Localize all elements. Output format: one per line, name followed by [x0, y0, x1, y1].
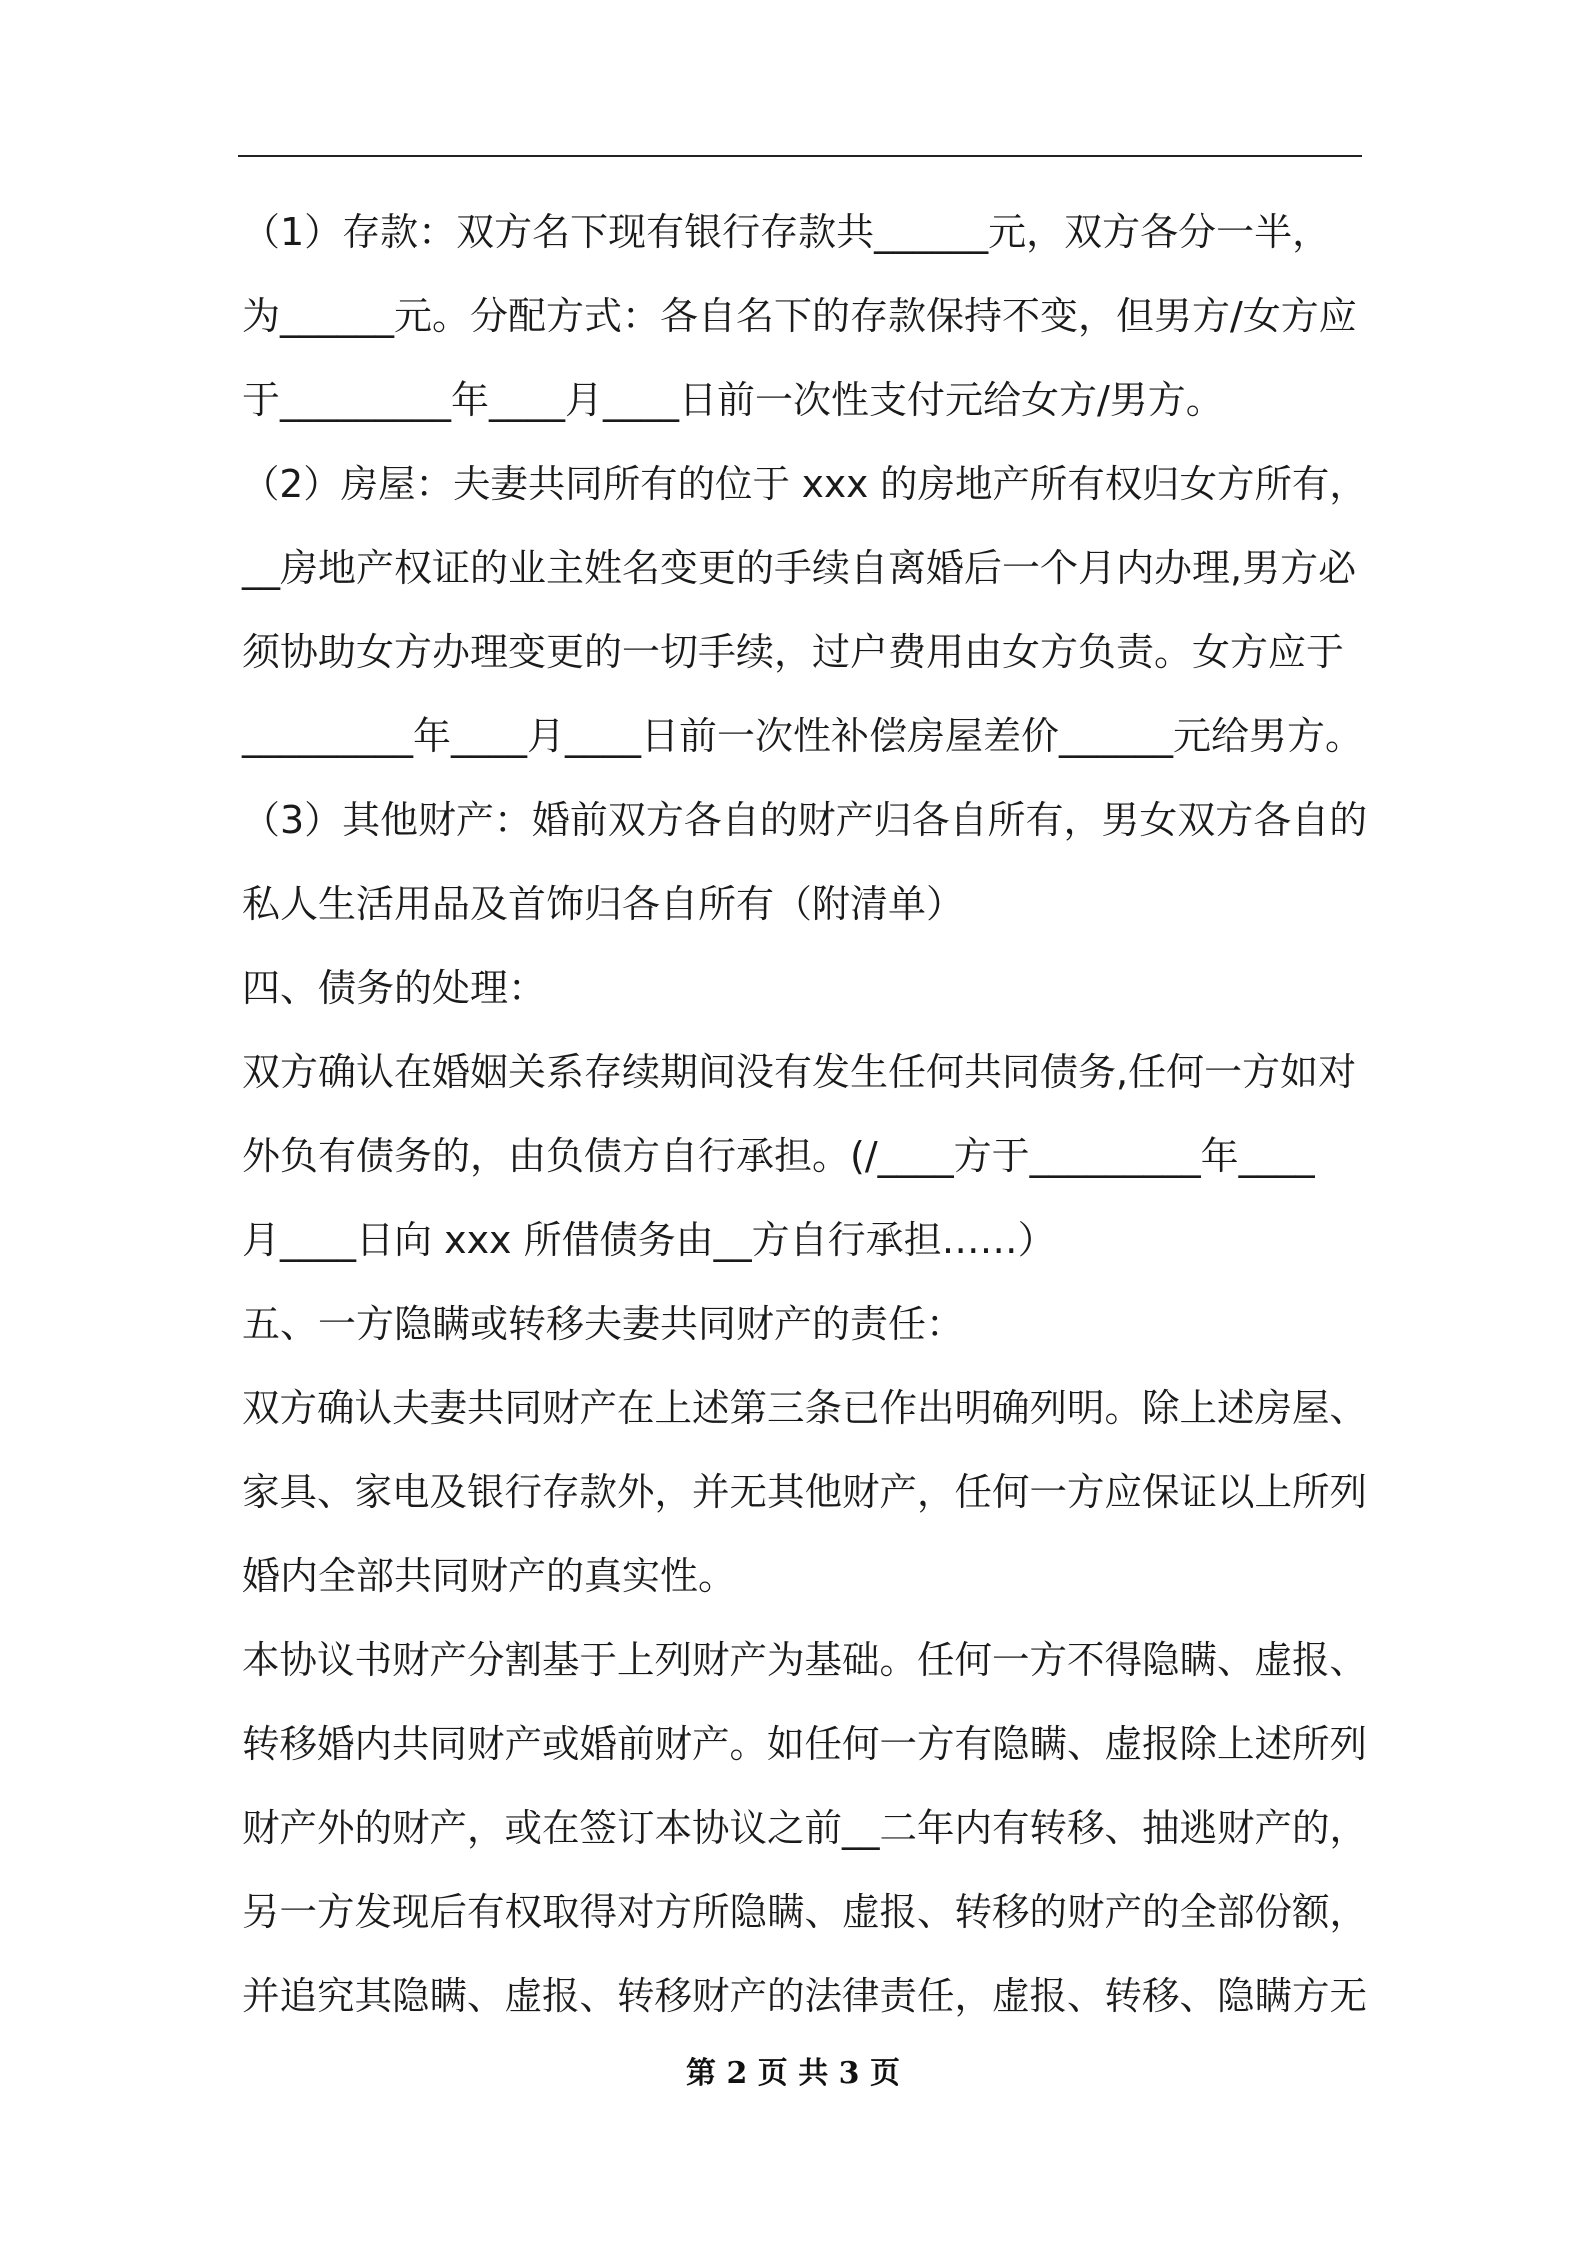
- text-line: （2）房屋：夫妻共同所有的位于 xxx 的房地产所有权归女方所有，: [242, 462, 1367, 506]
- text-line: 双方确认夫妻共同财产在上述第三条已作出明确列明。除上述房屋、: [242, 1386, 1367, 1430]
- text-line: （3）其他财产：婚前双方各自的财产归各自所有，男女双方各自的: [242, 798, 1368, 842]
- document-body: [242, 190, 1367, 2038]
- header-divider: [238, 155, 1362, 157]
- text-line: （1）存款：双方名下现有银行存款共______元，双方各分一半，: [242, 210, 1331, 254]
- text-line: __房地产权证的业主姓名变更的手续自离婚后一个月内办理,男方必: [242, 546, 1357, 590]
- text-line: 月____日向 xxx 所借债务由__方自行承担……）: [242, 1218, 1056, 1262]
- text-line: 本协议书财产分割基于上列财产为基础。任何一方不得隐瞒、虚报、: [242, 1638, 1367, 1682]
- text-line: 另一方发现后有权取得对方所隐瞒、虚报、转移的财产的全部份额，: [242, 1890, 1367, 1934]
- text-line: 外负有债务的，由负债方自行承担。(/____方于_________年____: [242, 1134, 1315, 1178]
- text-line: 财产外的财产，或在签订本协议之前__二年内有转移、抽逃财产的，: [242, 1806, 1367, 1850]
- text-line: _________年____月____日前一次性补偿房屋差价______元给男方。: [242, 714, 1364, 758]
- section-heading: 四、债务的处理：: [242, 966, 547, 1010]
- text-line: 须协助女方办理变更的一切手续，过户费用由女方负责。女方应于: [242, 630, 1345, 674]
- text-line: 双方确认在婚姻关系存续期间没有发生任何共同债务,任何一方如对: [242, 1050, 1357, 1094]
- text-line: 家具、家电及银行存款外，并无其他财产，任何一方应保证以上所列: [242, 1470, 1367, 1514]
- text-line: 并追究其隐瞒、虚报、转移财产的法律责任，虚报、转移、隐瞒方无: [242, 1974, 1367, 2018]
- text-line: 于_________年____月____日前一次性支付元给女方/男方。: [242, 378, 1224, 422]
- text-line: 私人生活用品及首饰归各自所有（附清单）: [242, 882, 965, 926]
- text-line: 为______元。分配方式：各自名下的存款保持不变，但男方/女方应: [242, 294, 1357, 338]
- section-heading: 五、一方隐瞒或转移夫妻共同财产的责任：: [242, 1302, 965, 1346]
- page-number-footer: 第 2 页 共 3 页: [686, 2056, 900, 2091]
- text-line: 转移婚内共同财产或婚前财产。如任何一方有隐瞒、虚报除上述所列: [242, 1722, 1367, 1766]
- text-line: 婚内全部共同财产的真实性。: [242, 1554, 737, 1598]
